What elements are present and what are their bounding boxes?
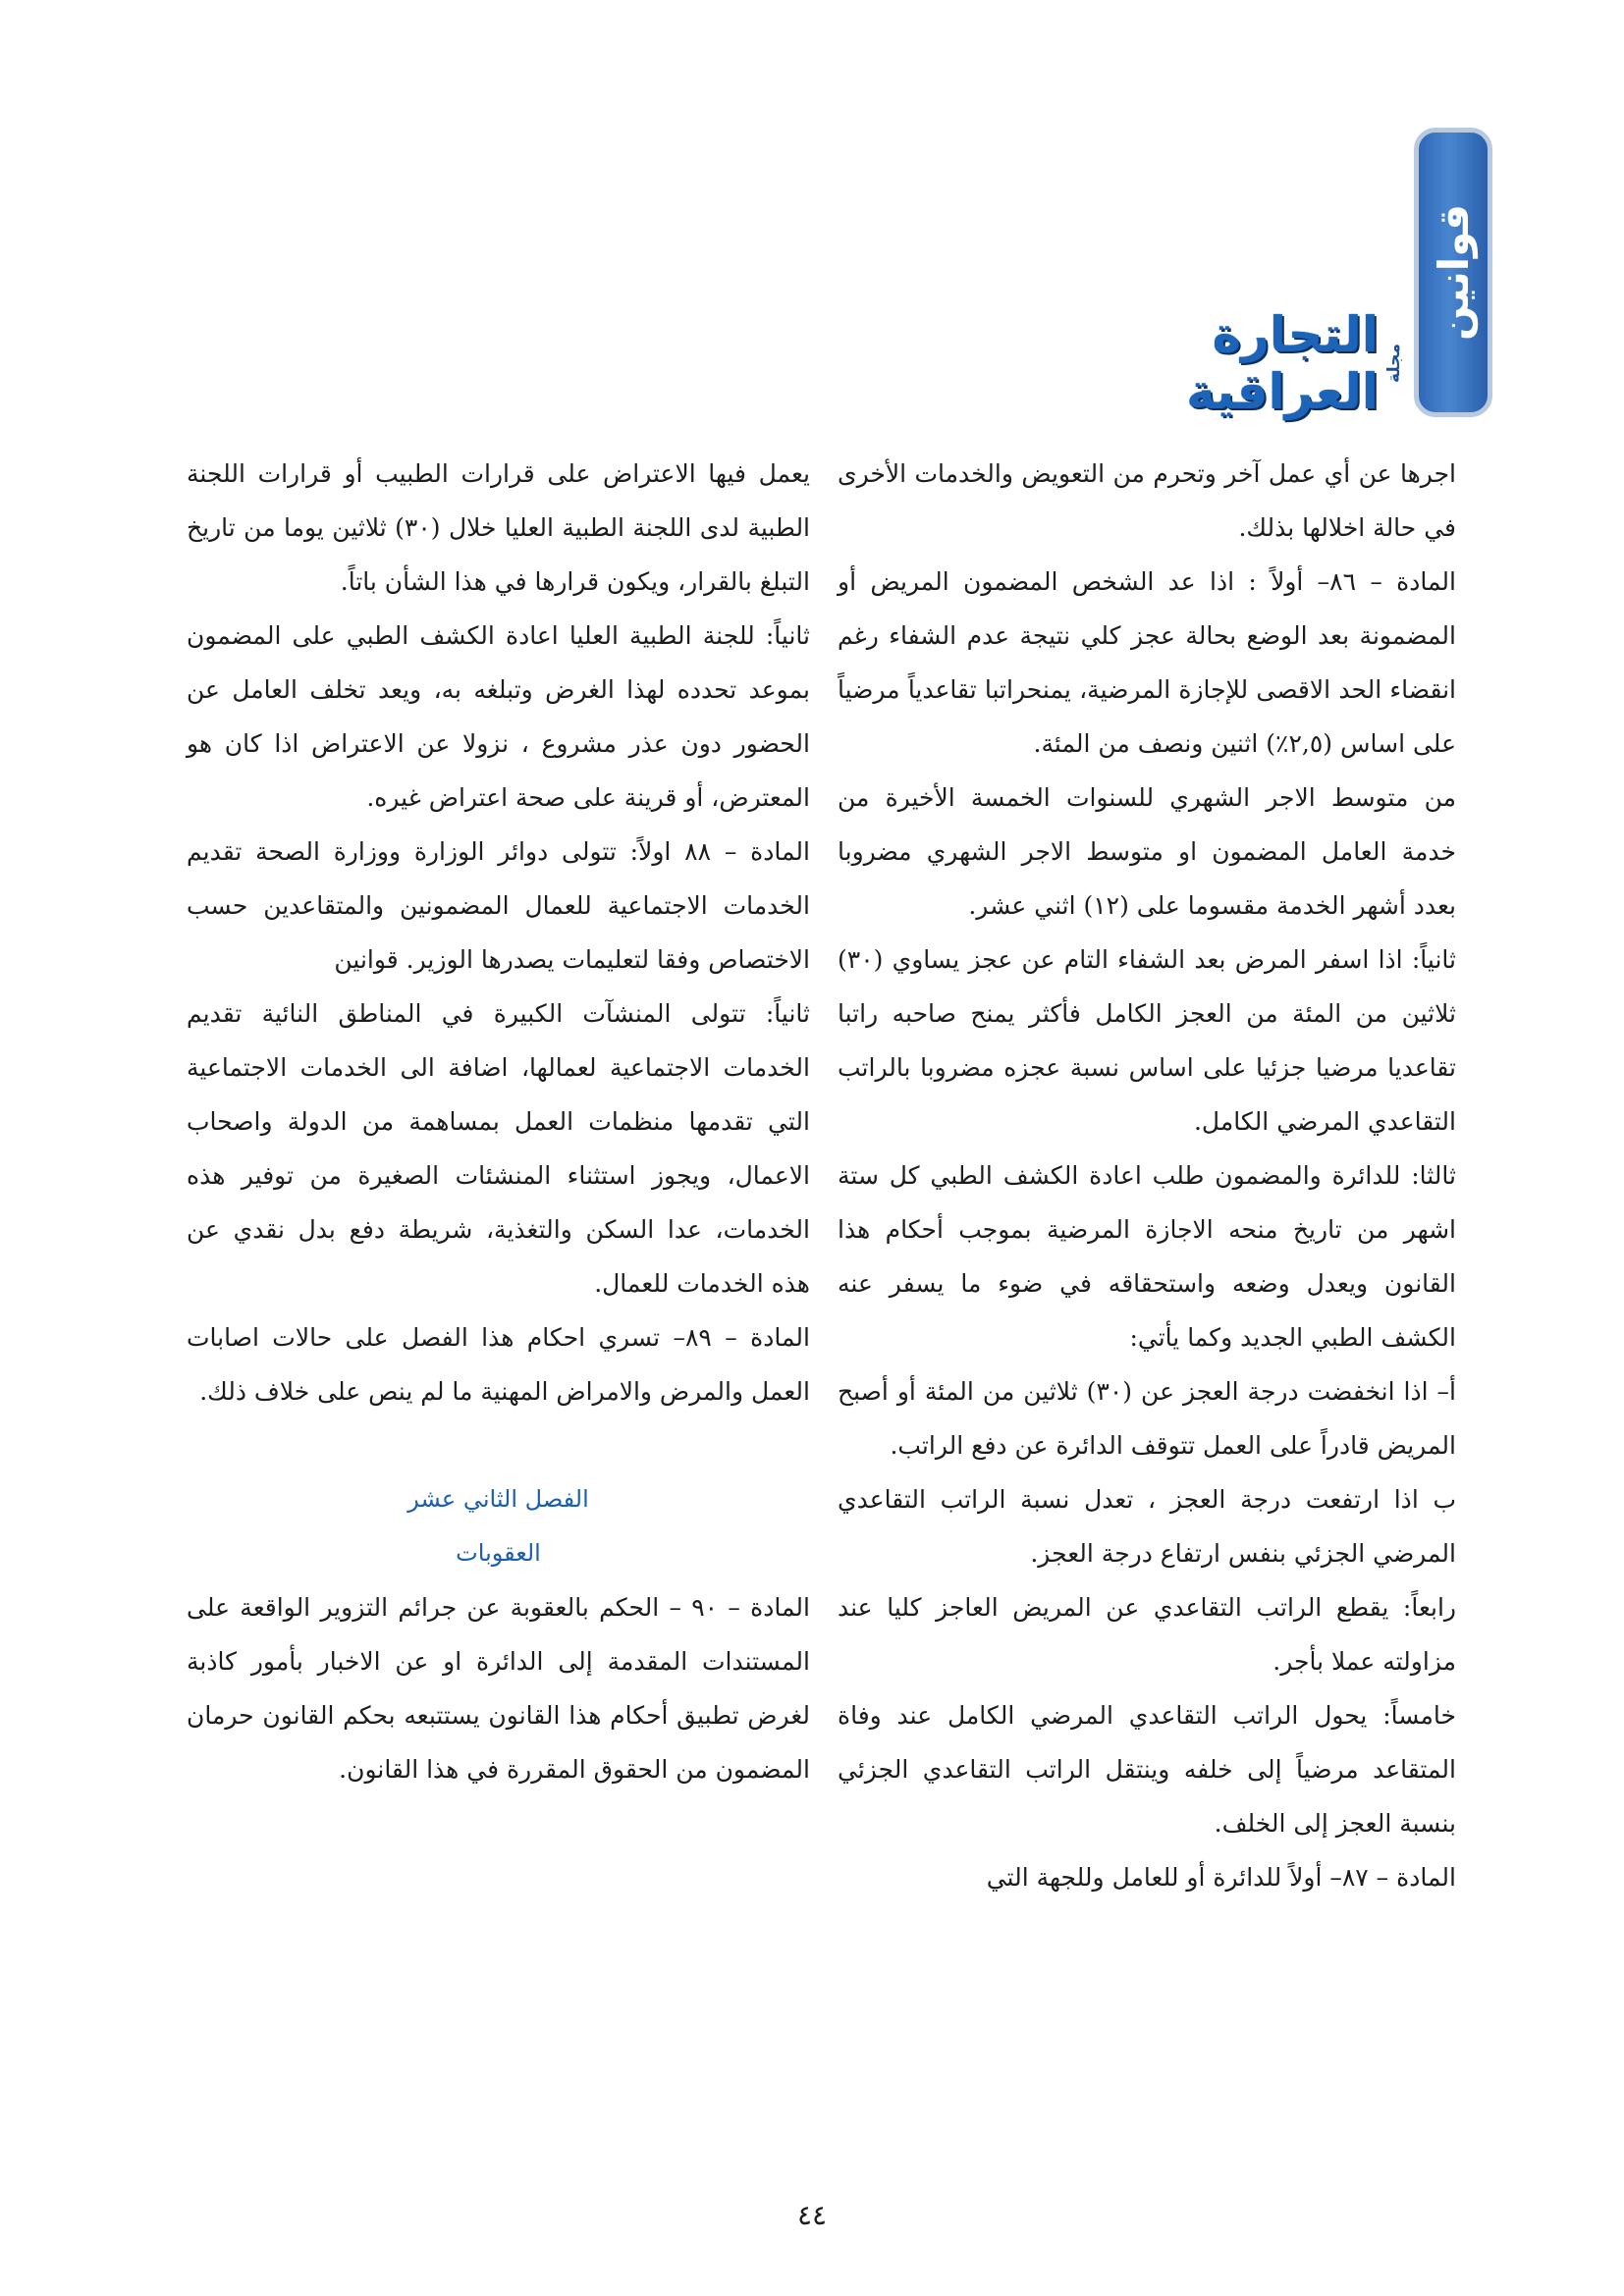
chapter-number: الفصل الثاني عشر [407,1485,589,1513]
paragraph: خامساً: يحول الراتب التقاعدي المرضي الكامل عند وفاة المتقاعد مرضياً إلى خلفه وينتقل الراتب التقاعدي الجزئي بنسبة العجز إلى الخلف. [838,1701,1456,1838]
section-tab [1414,128,1492,417]
paragraph: اجرها عن أي عمل آخر وتحرم من التعويض والخدمات الأخرى في حالة اخلالها بذلك. [838,459,1456,542]
section-tab-label: قوانين [1429,204,1478,341]
left-column [187,447,810,1796]
magazine-title: التجارة العراقية [1186,306,1379,420]
paragraph: من متوسط الاجر الشهري للسنوات الخمسة الأخيرة من خدمة العامل المضمون او متوسط الاجر الشهري مضروبا بعدد أشهر الخدمة مقسوما على (١٢) اثني عشر. [838,783,1456,920]
paragraph: يعمل فيها الاعتراض على قرارات الطبيب أو قرارات اللجنة الطبية لدى اللجنة الطبية العليا خلال (٣٠) ثلاثين يوما من تاريخ التبلغ بالقرار، ويكون قرارها في هذا الشأن باتاً. [187,459,811,596]
paragraph: المادة – ٨٩– تسري احكام هذا الفصل على حالات اصابات العمل والمرض والامراض المهنية ما لم ينص على خلاف ذلك. [187,1323,810,1406]
chapter-heading [187,1472,810,1580]
paragraph: ثانياً: اذا اسفر المرض بعد الشفاء التام عن عجز يساوي (٣٠) ثلاثين من المئة من العجز الكامل فأكثر يمنح صاحبه راتبا تقاعديا مرضيا جزئيا على اساس نسبة عجزه مضروبا بالراتب التقاعدي المرضي الكامل. [838,945,1456,1136]
paragraph: رابعاً: يقطع الراتب التقاعدي عن المريض العاجز كليا عند مزاولته عملا بأجر. [838,1593,1456,1676]
right-column [838,447,1456,1904]
magazine-word: مجلة [1384,343,1404,384]
page-number: ٤٤ [796,2199,828,2231]
paragraph: المادة – ٨٨ اولاً: تتولى دوائر الوزارة ووزارة الصحة تقديم الخدمات الاجتماعية للعمال المضمونين والمتقاعدين حسب الاختصاص وفقا لتعليمات يصدرها الوزير. قوانين [187,837,810,974]
paragraph: ثانياً: تتولى المنشآت الكبيرة في المناطق النائية تقديم الخدمات الاجتماعية لعمالها، اضافة الى الخدمات الاجتماعية التي تقدمها منظمات العمل بمساهمة من الدولة واصحاب الاعمال، ويجوز استثناء المنشئات الصغيرة من توفير هذه الخدمات، عدا السكن والتغذية، شريطة دفع بدل نقدي عن هذه الخدمات للعمال. [187,999,810,1298]
magazine-logo [1080,306,1404,420]
paragraph: أ– اذا انخفضت درجة العجز عن (٣٠) ثلاثين من المئة أو أصبح المريض قادراً على العمل تتوقف الدائرة عن دفع الراتب. [838,1377,1457,1460]
paragraph: ثالثا: للدائرة والمضمون طلب اعادة الكشف الطبي كل ستة اشهر من تاريخ منحه الاجازة المرضية بموجب أحكام هذا القانون ويعدل وضعه واستحقاقه في ضوء ما يسفر عنه الكشف الطبي الجديد وكما يأتي: [838,1161,1456,1352]
paragraph: ثانياً: للجنة الطبية العليا اعادة الكشف الطبي على المضمون بموعد تحدده لهذا الغرض وتبلغه به، ويعد تخلف العامل عن الحضور دون عذر مشروع ، نزولا عن الاعتراض اذا كان هو المعترض، أو قرينة على صحة اعتراض غيره. [187,621,810,812]
paragraph: المادة – ٨٧– أولاً للدائرة أو للعامل وللجهة التي [986,1863,1456,1892]
paragraph: ب اذا ارتفعت درجة العجز ، تعدل نسبة الراتب التقاعدي المرضي الجزئي بنفس ارتفاع درجة العجز. [838,1485,1456,1568]
paragraph: المادة – ٨٦– أولاً : اذا عد الشخص المضمون المريض أو المضمونة بعد الوضع بحالة عجز كلي نتيجة عدم الشفاء رغم انقضاء الحد الاقصى للإجازة المرضية، يمنحراتبا تقاعدياً مرضياً على اساس (٢,٥٪) اثنين ونصف من المئة. [838,567,1456,758]
paragraph: المادة – ٩٠ – الحكم بالعقوبة عن جرائم التزوير الواقعة على المستندات المقدمة إلى الدائرة او عن الاخبار بأمور كاذبة لغرض تطبيق أحكام هذا القانون يستتبعه بحكم القانون حرمان المضمون من الحقوق المقررة في هذا القانون. [187,1593,810,1784]
chapter-title: العقوبات [456,1539,541,1567]
